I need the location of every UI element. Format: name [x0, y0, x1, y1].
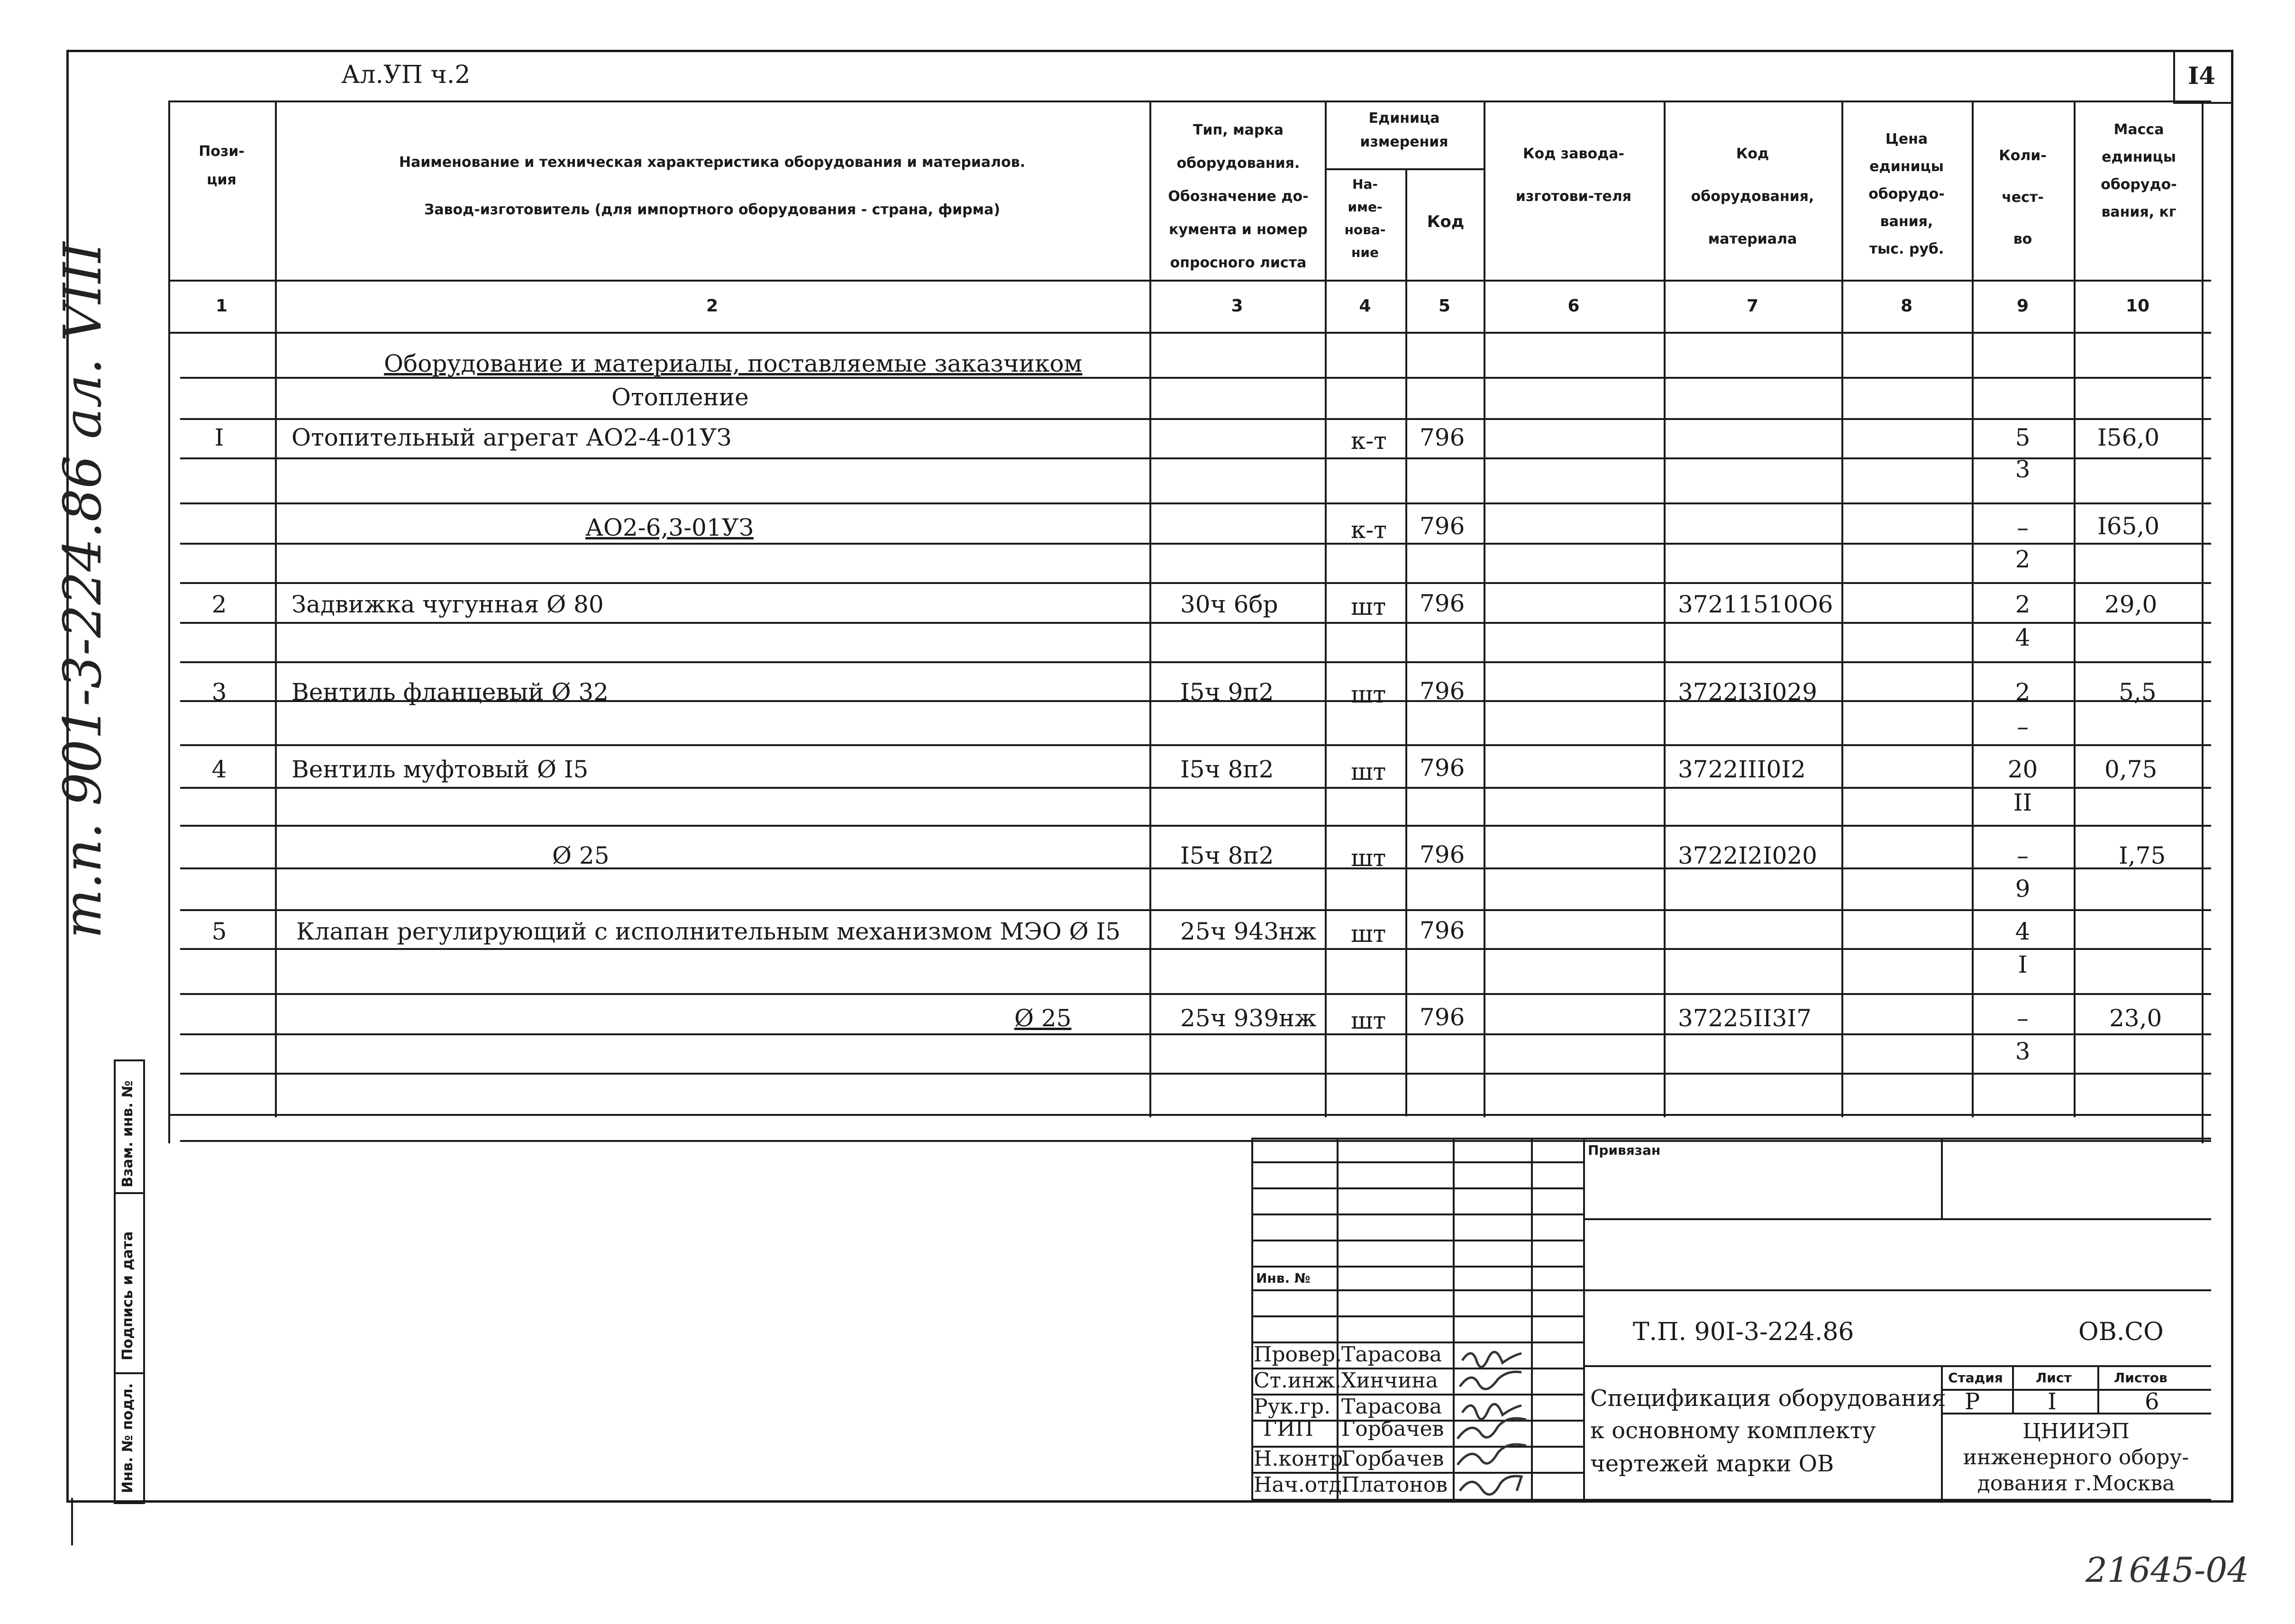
header-name-1: Наименование и техническая характеристика оборудования и материалов.: [399, 154, 1026, 171]
tb-stage-label: Стадия: [1948, 1370, 2003, 1386]
row1-unit: к-т: [1351, 427, 1387, 455]
row5-qty2: II: [2013, 789, 2032, 816]
row1-qty: 5: [2015, 424, 2031, 451]
row7-qty2: I: [2018, 951, 2028, 978]
colnum-8: 8: [1900, 296, 1913, 316]
side-col-inv: Инв. № подл.: [119, 1383, 136, 1493]
side-col-vzam: Взам. инв. №: [119, 1080, 136, 1187]
header-type: Тип, марка оборудования. Обозначение до-кумента и номер опросного листа: [1168, 122, 1309, 271]
colnum-5: 5: [1438, 296, 1451, 316]
tb-privyazan: Привязан: [1588, 1142, 1661, 1158]
header-qty: Коли-чест-во: [1999, 147, 2047, 247]
row1-pos: I: [214, 424, 224, 451]
row4-mass: 5,5: [2119, 678, 2157, 706]
row4-qty2: –: [2017, 713, 2029, 740]
row3-qty: 2: [2015, 591, 2031, 618]
row1-mass: I56,0: [2097, 424, 2160, 451]
row6-name: Ø 25: [552, 842, 610, 869]
tb-role-4: ГИП: [1263, 1417, 1313, 1441]
header-pos: Пози- ция: [199, 143, 245, 188]
row5-code: 796: [1420, 754, 1465, 782]
colnum-4: 4: [1359, 296, 1371, 316]
row4-qty: 2: [2015, 678, 2031, 706]
row5-unit: шт: [1351, 758, 1386, 785]
tb-role-1: Провер.: [1254, 1342, 1342, 1367]
row8-qty2: 3: [2015, 1038, 2031, 1065]
row3-unit: шт: [1351, 593, 1386, 620]
tb-doc-title-2: к основному комплекту: [1590, 1417, 1876, 1444]
row6-equip: 3722I2I020: [1678, 842, 1817, 869]
colnum-3: 3: [1231, 296, 1243, 316]
row3-name: Задвижка чугунная Ø 80: [291, 591, 604, 618]
section-title: Оборудование и материалы, поставляемые заказчиком: [384, 350, 1083, 377]
row1-name: Отопительный агрегат АО2-4-01УЗ: [291, 424, 732, 451]
side-stamp: т.п. 901-3-224.86 ал. VIII: [52, 242, 113, 939]
header-equip-code: Код оборудования, материала: [1691, 146, 1814, 247]
row3-code: 796: [1420, 590, 1465, 617]
row6-type: I5ч 8п2: [1180, 842, 1274, 869]
tb-org-1: ЦНИИЭП: [2022, 1419, 2130, 1443]
tb-role-6: Нач.отд.: [1254, 1473, 1348, 1497]
colnum-1: 1: [215, 296, 228, 316]
sheet-number: I4: [2187, 62, 2216, 90]
row4-name: Вентиль фланцевый Ø 32: [291, 678, 609, 706]
row4-unit: шт: [1351, 681, 1386, 708]
row7-type: 25ч 943нж: [1180, 918, 1317, 945]
colnum-7: 7: [1746, 296, 1759, 316]
row4-type: I5ч 9п2: [1180, 678, 1274, 706]
tb-doc-code: Т.П. 90I-3-224.86: [1633, 1318, 1854, 1346]
tb-sheets: 6: [2145, 1388, 2159, 1415]
side-col-sign: Подпись и дата: [119, 1231, 136, 1360]
row2-code: 796: [1420, 512, 1465, 540]
row6-mass: I,75: [2119, 842, 2166, 869]
tb-name-3: Тарасова: [1341, 1395, 1442, 1419]
row8-name: Ø 25: [1014, 1004, 1072, 1032]
row5-qty: 20: [2007, 756, 2038, 783]
row8-type: 25ч 939нж: [1180, 1004, 1317, 1032]
row4-code: 796: [1420, 677, 1465, 705]
row2-mass: I65,0: [2097, 512, 2160, 540]
colnum-9: 9: [2016, 296, 2029, 316]
tb-name-1: Тарасова: [1341, 1342, 1442, 1367]
tb-role-2: Ст.инж.: [1254, 1369, 1342, 1393]
row3-type: 30ч 6бр: [1180, 591, 1278, 618]
tb-role-5: Н.контр.: [1254, 1447, 1350, 1471]
row6-code: 796: [1420, 841, 1465, 868]
tb-name-2: Хинчина: [1341, 1369, 1438, 1393]
row4-pos: 3: [211, 678, 227, 706]
tb-inv-no: Инв. №: [1256, 1270, 1311, 1286]
row5-mass: 0,75: [2104, 756, 2158, 783]
row1-qty2: 3: [2015, 456, 2031, 483]
tb-role-3: Рук.гр.: [1254, 1395, 1331, 1419]
row6-unit: шт: [1351, 844, 1386, 872]
colnum-10: 10: [2125, 296, 2150, 316]
frame-left-extension: [71, 1498, 73, 1545]
row6-qty: –: [2017, 842, 2029, 869]
colnum-2: 2: [706, 296, 719, 316]
row7-pos: 5: [211, 918, 227, 945]
row8-qty: –: [2017, 1004, 2029, 1032]
header-factory-code: Код завода-изготови-теля: [1515, 146, 1632, 205]
row3-mass: 29,0: [2104, 591, 2158, 618]
header-name-2: Завод-изготовитель (для импортного оборудования - страна, фирма): [424, 201, 1001, 218]
row5-name: Вентиль муфтовый Ø I5: [291, 756, 589, 783]
row2-qty2: 2: [2015, 546, 2031, 573]
header-price: Цена единицы оборудо-вания, тыс. руб.: [1868, 131, 1945, 257]
tb-sheets-label: Листов: [2114, 1370, 2168, 1386]
subsection-title: Отопление: [611, 383, 749, 411]
tb-doc-mark: ОВ.СО: [2078, 1318, 2164, 1346]
sheet-label: Ал.УП ч.2: [341, 61, 471, 89]
row8-mass: 23,0: [2109, 1004, 2162, 1032]
row1-code: 796: [1420, 424, 1465, 451]
tb-org-3: дования г.Москва: [1977, 1471, 2175, 1496]
row5-pos: 4: [211, 756, 227, 783]
signatures: [1453, 1341, 1548, 1503]
row2-name: АО2-6,3-01УЗ: [585, 514, 754, 541]
tb-name-4: Горбачев: [1341, 1417, 1444, 1441]
header-unit-group: Единица измерения: [1360, 110, 1448, 150]
row7-code: 796: [1420, 917, 1465, 944]
bottom-mark: 21645-04: [2086, 1550, 2249, 1590]
row6-qty2: 9: [2015, 875, 2031, 903]
tb-sheet: I: [2048, 1388, 2057, 1415]
row2-unit: к-т: [1351, 516, 1387, 544]
row5-type: I5ч 8п2: [1180, 756, 1274, 783]
row4-equip: 3722I3I029: [1678, 678, 1817, 706]
header-unit-name: На-име-нова-ние: [1344, 176, 1386, 260]
row3-qty2: 4: [2015, 624, 2031, 651]
header-unit-code: Код: [1427, 212, 1465, 231]
tb-org-2: инженерного обору-: [1963, 1445, 2189, 1469]
row3-equip: 37211510О6: [1678, 591, 1833, 618]
row7-unit: шт: [1351, 920, 1386, 948]
tb-stage: Р: [1965, 1388, 1980, 1415]
row7-qty: 4: [2015, 918, 2031, 945]
row2-qty: –: [2017, 514, 2029, 541]
header-mass: Масса единицы оборудо-вания, кг: [2101, 121, 2177, 220]
row3-pos: 2: [211, 591, 227, 618]
row8-equip: 37225II3I7: [1678, 1004, 1812, 1032]
row8-code: 796: [1420, 1004, 1465, 1031]
tb-name-5: Горбачев: [1341, 1447, 1444, 1471]
tb-name-6: Платонов: [1341, 1473, 1448, 1497]
row5-equip: 3722III0I2: [1678, 756, 1806, 783]
tb-doc-title-1: Спецификация оборудования: [1590, 1385, 1946, 1412]
tb-doc-title-3: чертежей марки ОВ: [1590, 1451, 1834, 1477]
colnum-6: 6: [1567, 296, 1580, 316]
tb-sheet-label: Лист: [2036, 1370, 2072, 1386]
row8-unit: шт: [1351, 1007, 1386, 1034]
row7-name: Клапан регулирующий с исполнительным механизмом МЭО Ø I5: [296, 918, 1121, 945]
